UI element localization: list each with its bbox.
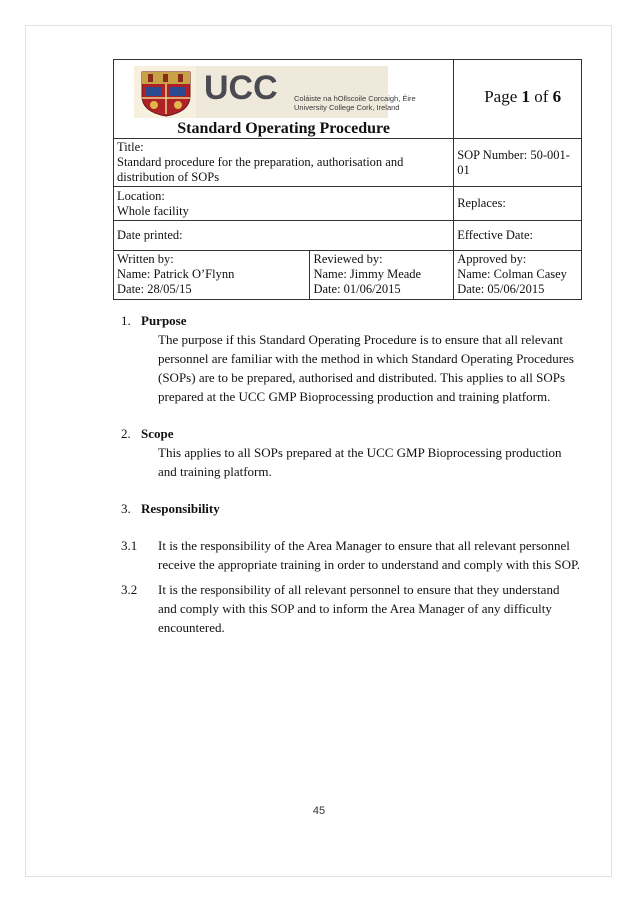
svg-text:Coláiste na hOllscoile Corcaig: Coláiste na hOllscoile Corcaigh, Éire	[294, 94, 416, 103]
date-printed-cell: Date printed:	[114, 221, 454, 251]
section-responsibility: 3. Responsibility 3.1 It is the responsibility of the Area Manager to ensure that all relevant personnel receive the appropriate training in order to understand and comply with this SOP. 3.2 It is the responsibility of all relevant personnel to ensure that they understand and comply with this SOP and to inform the Area Manager of any difficulty encountered.	[121, 501, 581, 635]
subsection-3-2: 3.2 It is the responsibility of all relevant personnel to ensure that they understand and comply with this SOP and to inform the Area Manager of any difficulty encountered.	[121, 582, 560, 635]
section-heading: Scope	[141, 426, 174, 441]
section-purpose: 1. Purpose The purpose if this Standard Operating Procedure is to ensure that all relevant personnel are familiar with the method in which Standard Operating Procedures (SOPs) are to be prepared, authorised and distributed. This applies to all SOPs prepared at the UCC GMP Bioprocessing production and training platform.	[121, 311, 581, 406]
sop-number-cell: SOP Number: 50-001-01	[454, 139, 582, 187]
section-scope: 2. Scope This applies to all SOPs prepared at the UCC GMP Bioprocessing production and training platform.	[121, 424, 581, 481]
subsection-3-1: 3.1 It is the responsibility of the Area Manager to ensure that all relevant personnel receive the appropriate training in order to understand and comply with this SOP.	[121, 538, 581, 572]
approved-by-cell: Approved by: Name: Colman Casey Date: 05/06/2015	[454, 251, 582, 300]
ucc-logo	[134, 66, 416, 118]
page-number: 45	[312, 805, 326, 817]
section-heading: Responsibility	[141, 501, 220, 516]
section-paragraph: The purpose if this Standard Operating Procedure is to ensure that all relevant personnel are familiar with the method in which Standard Operating Procedures (SOPs) are to be prepared, authorised and distributed. This applies to all SOPs prepared at the UCC GMP Bioprocessing production and training platform.	[158, 332, 574, 404]
section-paragraph: This applies to all SOPs prepared at the UCC GMP Bioprocessing production and training platform.	[158, 445, 562, 479]
svg-text:UCC: UCC	[204, 69, 278, 107]
written-by-cell: Written by: Name: Patrick O’Flynn Date: 28/05/15	[114, 251, 310, 300]
location-cell: Location: Whole facility	[114, 187, 454, 221]
replaces-cell: Replaces:	[454, 187, 582, 221]
page-indicator: Page 1 of 6	[454, 60, 582, 139]
crest-icon	[142, 72, 190, 116]
reviewed-by-cell: Reviewed by: Name: Jimmy Meade Date: 01/06/2015	[310, 251, 454, 300]
sop-document-title: Standard Operating Procedure	[177, 120, 390, 137]
logo-cell	[114, 60, 454, 139]
title-cell: Title: Standard procedure for the preparation, authorisation and distribution of SOPs	[114, 139, 454, 187]
svg-text:University College Cork, Irela: University College Cork, Ireland	[294, 103, 400, 112]
sop-header-table	[113, 59, 582, 300]
sop-body	[121, 311, 581, 637]
effective-date-cell: Effective Date:	[454, 221, 582, 251]
section-heading: Purpose	[141, 313, 187, 328]
